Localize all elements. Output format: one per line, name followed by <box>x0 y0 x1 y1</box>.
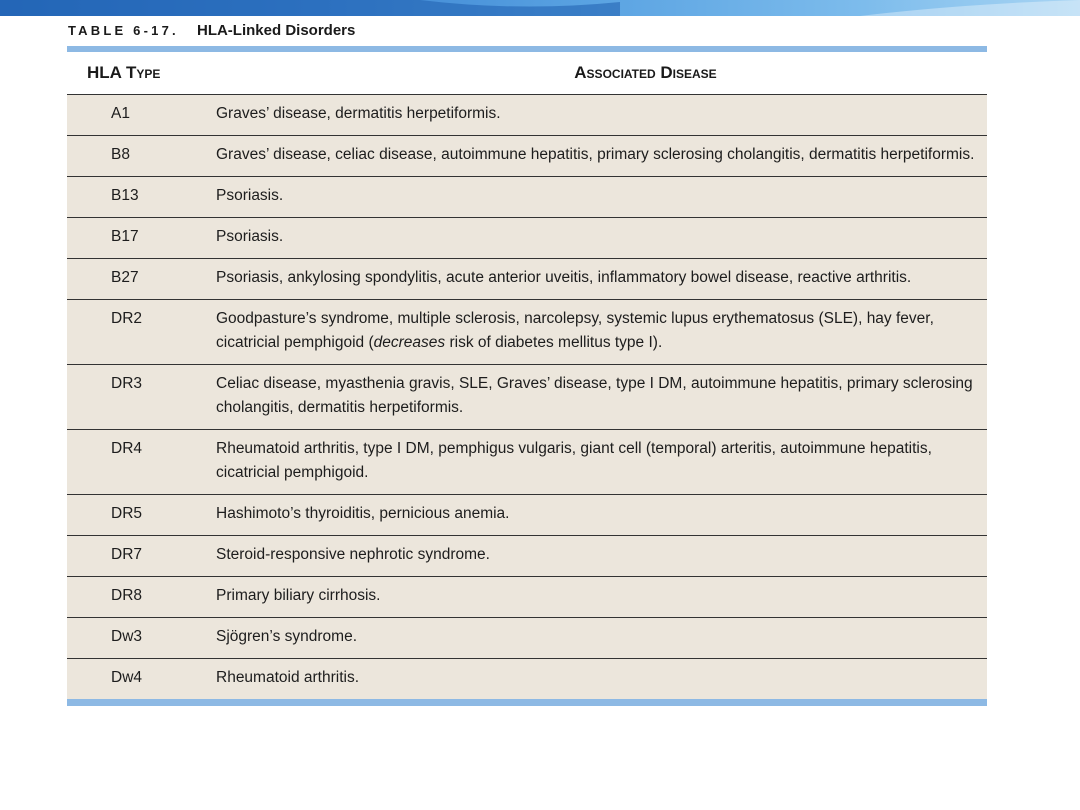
table-header-row <box>67 52 987 95</box>
table-bottom-rule <box>67 699 987 706</box>
table-title-text: HLA-Linked Disorders <box>196 22 356 39</box>
hla-type-cell: DR5 <box>67 495 215 536</box>
table-row <box>67 659 987 700</box>
table-row <box>67 300 987 365</box>
hla-type-cell: A1 <box>67 95 215 136</box>
table-row <box>67 577 987 618</box>
table-row <box>67 495 987 536</box>
disease-cell: Rheumatoid arthritis. <box>215 659 987 700</box>
table-row <box>67 259 987 300</box>
hla-type-cell: B8 <box>67 136 215 177</box>
disease-emphasis: decreases <box>373 334 446 351</box>
disease-text: Goodpasture’s syndrome, multiple sclerosis, narcolepsy, systemic lupus erythematosus (SLE), hay fever, cicatricial pemphigoid ( <box>216 310 934 351</box>
header-hla-type: HLA Type <box>67 52 215 95</box>
table-row <box>67 365 987 430</box>
hla-type-cell: DR2 <box>67 300 215 365</box>
disease-cell: Sjögren’s syndrome. <box>215 618 987 659</box>
table-row <box>67 177 987 218</box>
disease-cell <box>215 300 987 365</box>
table-row <box>67 618 987 659</box>
hla-type-cell: DR4 <box>67 430 215 495</box>
disease-text: risk of diabetes mellitus type I). <box>445 334 663 351</box>
disease-cell: Psoriasis. <box>215 218 987 259</box>
disease-cell: Steroid-responsive nephrotic syndrome. <box>215 536 987 577</box>
disease-cell: Graves’ disease, dermatitis herpetiformis. <box>215 95 987 136</box>
hla-type-cell: DR3 <box>67 365 215 430</box>
table-row <box>67 136 987 177</box>
hla-type-cell: Dw3 <box>67 618 215 659</box>
hla-type-cell: B17 <box>67 218 215 259</box>
disease-cell: Psoriasis, ankylosing spondylitis, acute anterior uveitis, inflammatory bowel disease, reactive arthritis. <box>215 259 987 300</box>
table-row <box>67 536 987 577</box>
hla-type-cell: Dw4 <box>67 659 215 700</box>
slide-top-banner <box>0 0 1080 16</box>
disease-cell: Rheumatoid arthritis, type I DM, pemphigus vulgaris, giant cell (temporal) arteritis, autoimmune hepatitis, cicatricial pemphigoid. <box>215 430 987 495</box>
disease-cell: Psoriasis. <box>215 177 987 218</box>
hla-type-cell: DR7 <box>67 536 215 577</box>
table-row <box>67 218 987 259</box>
disease-cell: Celiac disease, myasthenia gravis, SLE, Graves’ disease, type I DM, autoimmune hepatitis, primary sclerosing cholangitis, dermatitis herpetiformis. <box>215 365 987 430</box>
hla-type-cell: DR8 <box>67 577 215 618</box>
header-associated-disease: Associated Disease <box>215 52 987 95</box>
table-row <box>67 95 987 136</box>
hla-type-cell: B27 <box>67 259 215 300</box>
disease-cell: Primary biliary cirrhosis. <box>215 577 987 618</box>
table-row <box>67 430 987 495</box>
table-title <box>68 22 355 42</box>
table-label: TABLE 6-17. <box>68 23 179 38</box>
disease-cell: Hashimoto’s thyroiditis, pernicious anemia. <box>215 495 987 536</box>
hla-type-cell: B13 <box>67 177 215 218</box>
hla-table <box>67 52 987 706</box>
disease-cell: Graves’ disease, celiac disease, autoimmune hepatitis, primary sclerosing cholangitis, dermatitis herpetiformis. <box>215 136 987 177</box>
banner-wave-decoration <box>0 0 1080 16</box>
